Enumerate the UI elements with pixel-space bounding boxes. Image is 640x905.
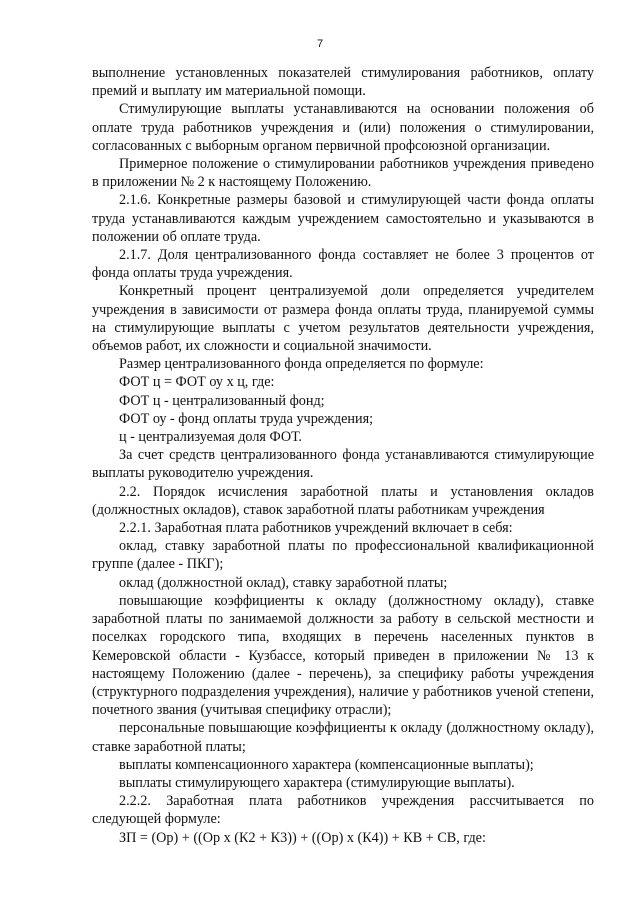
paragraph: Конкретный процент централизуемой доли определяется учредителем учреждения в зависимости от размера фонда оплаты труда, планируемой суммы на стимулирующие выплаты с учетом результатов деятельности учреждения, объемов работ, их сложности и социальной значимости. xyxy=(92,283,594,355)
paragraph: 2.2.1. Заработная плата работников учреждений включает в себя: xyxy=(119,520,513,537)
formula-definition: ФОТ оу - фонд оплаты труда учреждения; xyxy=(119,410,374,427)
list-item: выплаты стимулирующего характера (стимулирующие выплаты). xyxy=(119,774,515,791)
formula-line: ЗП = (Ор) + ((Ор х (К2 + К3)) + ((Ор) х (К4)) + КВ + СВ, где: xyxy=(119,829,486,846)
paragraph: За счет средств централизованного фонда устанавливаются стимулирующие выплаты руководителю учреждения. xyxy=(92,447,594,482)
paragraph: 2.1.6. Конкретные размеры базовой и стимулирующей части фонда оплаты труда устанавливаются каждым учреждением самостоятельно и указываются в положении об оплате труда. xyxy=(92,192,594,245)
list-item: оклад, ставку заработной платы по профессиональной квалификационной группе (далее - ПКГ); xyxy=(92,538,594,573)
list-item: выплаты компенсационного характера (компенсационные выплаты); xyxy=(119,756,534,773)
page-number: 7 xyxy=(316,38,324,50)
section-heading: 2.2. Порядок исчисления заработной платы и установления окладов (должностных окладов), ставок заработной платы работникам учреждения xyxy=(92,483,594,518)
paragraph: 2.1.7. Доля централизованного фонда составляет не более 3 процентов от фонда оплаты труда учреждения. xyxy=(92,247,594,282)
paragraph: Примерное положение о стимулировании работников учреждения приведено в приложении № 2 к настоящему Положению. xyxy=(92,156,594,191)
formula-line: ФОТ ц = ФОТ оу х ц, где: xyxy=(119,374,275,391)
paragraph: Размер централизованного фонда определяется по формуле: xyxy=(119,356,484,373)
formula-definition: ФОТ ц - централизованный фонд; xyxy=(119,392,325,409)
list-item: персональные повышающие коэффициенты к окладу (должностному окладу), ставке заработной платы; xyxy=(92,720,594,755)
paragraph: выполнение установленных показателей стимулирования работников, оплату премий и выплату им материальной помощи. xyxy=(92,65,594,100)
document-body xyxy=(92,64,594,847)
paragraph: Стимулирующие выплаты устанавливаются на основании положения об оплате труда работников учреждения и (или) положения о стимулировании, согласованных с выборным органом первичной профсоюзной организации. xyxy=(92,101,594,154)
paragraph: 2.2.2. Заработная плата работников учреждения рассчитывается по следующей формуле: xyxy=(92,793,594,828)
list-item: оклад (должностной оклад), ставку заработной платы; xyxy=(119,574,448,591)
list-item: повышающие коэффициенты к окладу (должностному окладу), ставке заработной платы по занимаемой должности за работу в сельской местности и поселках городского типа, входящих в перечень населенных пунктов в Кемеровской области - Кузбассе, который приведен в приложении № 13 к настоящему Положению (далее - перечень), за специфику работы учреждения (структурного подразделения учреждения), наличие у работников ученой степени, почетного звания (учитывая специфику отрасли); xyxy=(92,592,594,719)
formula-definition: ц - централизуемая доля ФОТ. xyxy=(119,429,302,446)
